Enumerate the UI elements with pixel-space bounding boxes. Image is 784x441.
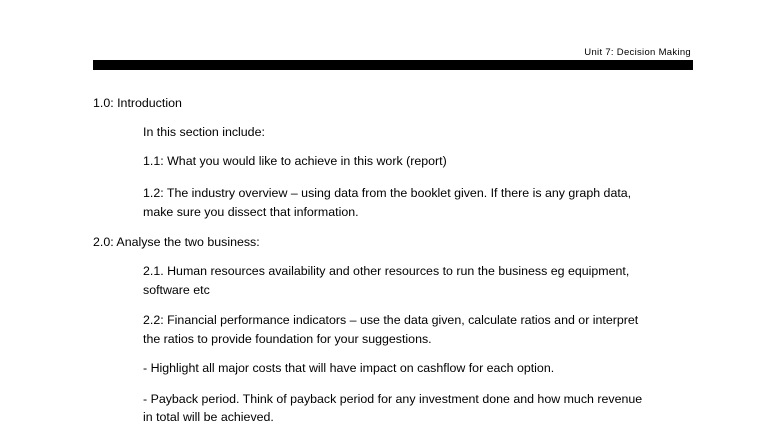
bullet-payback-line-2: in total will be achieved. xyxy=(143,410,274,424)
bullet-payback-line-1: - Payback period. Think of payback period for any investment done and how much revenue xyxy=(143,392,643,406)
item-2-1-line-1: 2.1. Human resources availability and other resources to run the business eg equipment, xyxy=(143,264,630,278)
bullet-costs: - Highlight all major costs that will have impact on cashflow for each option. xyxy=(143,361,555,375)
page-header: Unit 7: Decision Making xyxy=(584,47,691,58)
item-1-1: 1.1: What you would like to achieve in this work (report) xyxy=(143,154,447,168)
section-2-heading: 2.0: Analyse the two business: xyxy=(93,235,260,249)
section-1-intro: In this section include: xyxy=(143,125,265,139)
item-2-2-line-1: 2.2: Financial performance indicators – use the data given, calculate ratios and or interpret xyxy=(143,313,639,327)
section-1-heading: 1.0: Introduction xyxy=(93,96,182,110)
item-2-1-line-2: software etc xyxy=(143,283,210,297)
item-2-2-line-2: the ratios to provide foundation for your suggestions. xyxy=(143,332,432,346)
item-1-2-line-2: make sure you dissect that information. xyxy=(143,205,359,219)
item-1-2-line-1: 1.2: The industry overview – using data from the booklet given. If there is any graph data, xyxy=(143,186,632,200)
header-rule xyxy=(93,60,693,70)
